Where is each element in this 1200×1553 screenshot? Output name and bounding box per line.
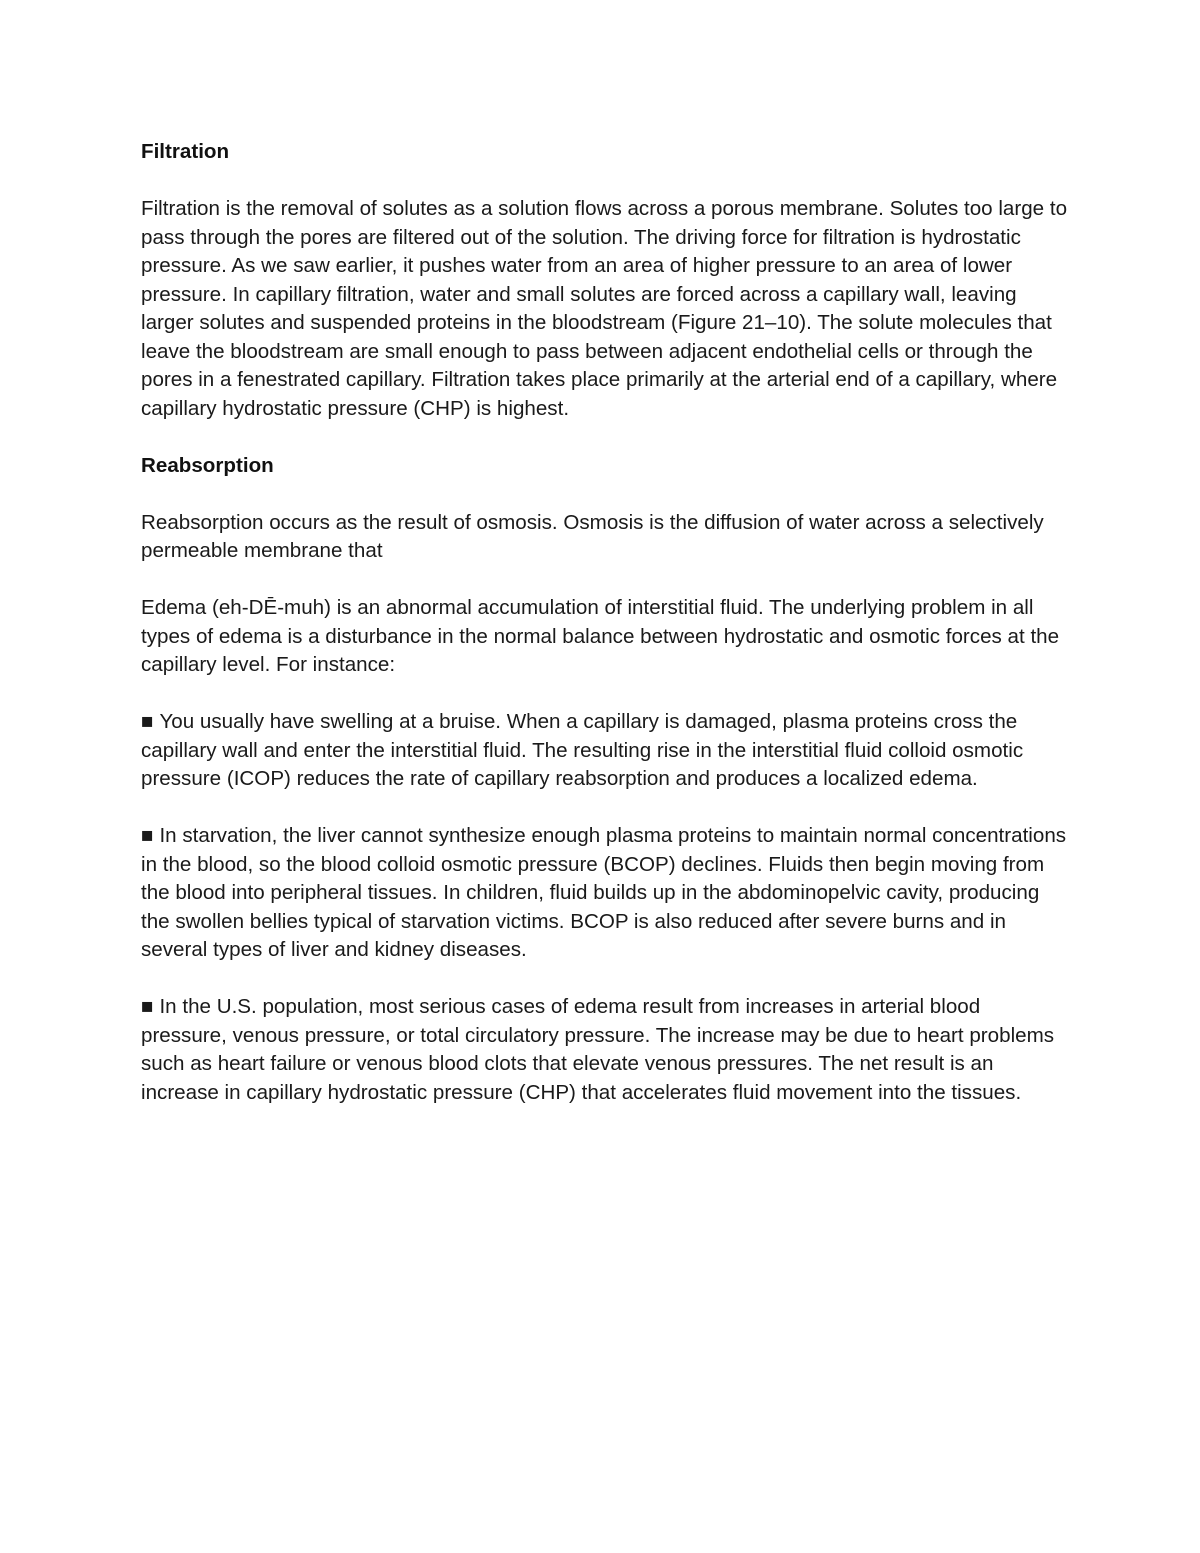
bullet-square-icon: ■ [141, 995, 154, 1018]
bullet-text: In starvation, the liver cannot synthesize enough plasma proteins to maintain normal concentrations in the blood, so the blood colloid osmotic pressure (BCOP) declines. Fluids then begin moving from the blood into peripheral tissues. In children, fluid builds up in the abdominopelvic cavity, producing the swollen bellies typical of starvation victims. BCOP is also reduced after severe burns and in several types of liver and kidney diseases. [141, 824, 1067, 961]
bullet-item [141, 822, 1071, 965]
reabsorption-paragraph: Reabsorption occurs as the result of osmosis. Osmosis is the diffusion of water across a selectively permeable membrane that [141, 510, 1044, 562]
bullet-item [141, 708, 1071, 794]
reabsorption-heading: Reabsorption [141, 453, 274, 477]
bullet-text: In the U.S. population, most serious cases of edema result from increases in arterial blood pressure, venous pressure, or total circulatory pressure. The increase may be due to heart problems such as heart failure or venous blood clots that elevate venous pressures. The net result is an increase in capillary hydrostatic pressure (CHP) that accelerates fluid movement into the tissues. [141, 995, 1055, 1104]
document-page [141, 138, 1071, 1136]
bullet-square-icon: ■ [141, 710, 154, 733]
bullet-square-icon: ■ [141, 824, 154, 847]
bullet-text: You usually have swelling at a bruise. When a capillary is damaged, plasma proteins cross the capillary wall and enter the interstitial fluid. The resulting rise in the interstitial fluid colloid osmotic pressure (ICOP) reduces the rate of capillary reabsorption and produces a localized edema. [141, 710, 1024, 790]
filtration-paragraph: Filtration is the removal of solutes as a solution flows across a porous membrane. Solutes too large to pass through the pores are filtered out of the solution. The driving force for filtration is hydrostatic pressure. As we saw earlier, it pushes water from an area of higher pressure to an area of lower pressure. In capillary filtration, water and small solutes are forced across a capillary wall, leaving larger solutes and suspended proteins in the bloodstream (Figure 21–10). The solute molecules that leave the bloodstream are small enough to pass between adjacent endothelial cells or through the pores in a fenestrated capillary. Filtration takes place primarily at the arterial end of a capillary, where capillary hydrostatic pressure (CHP) is highest. [141, 197, 1068, 420]
bullet-item [141, 993, 1071, 1107]
edema-paragraph: Edema (eh-DĒ-muh) is an abnormal accumulation of interstitial fluid. The underlying problem in all types of edema is a disturbance in the normal balance between hydrostatic and osmotic forces at the capillary level. For instance: [141, 596, 1060, 676]
filtration-heading: Filtration [141, 140, 230, 163]
